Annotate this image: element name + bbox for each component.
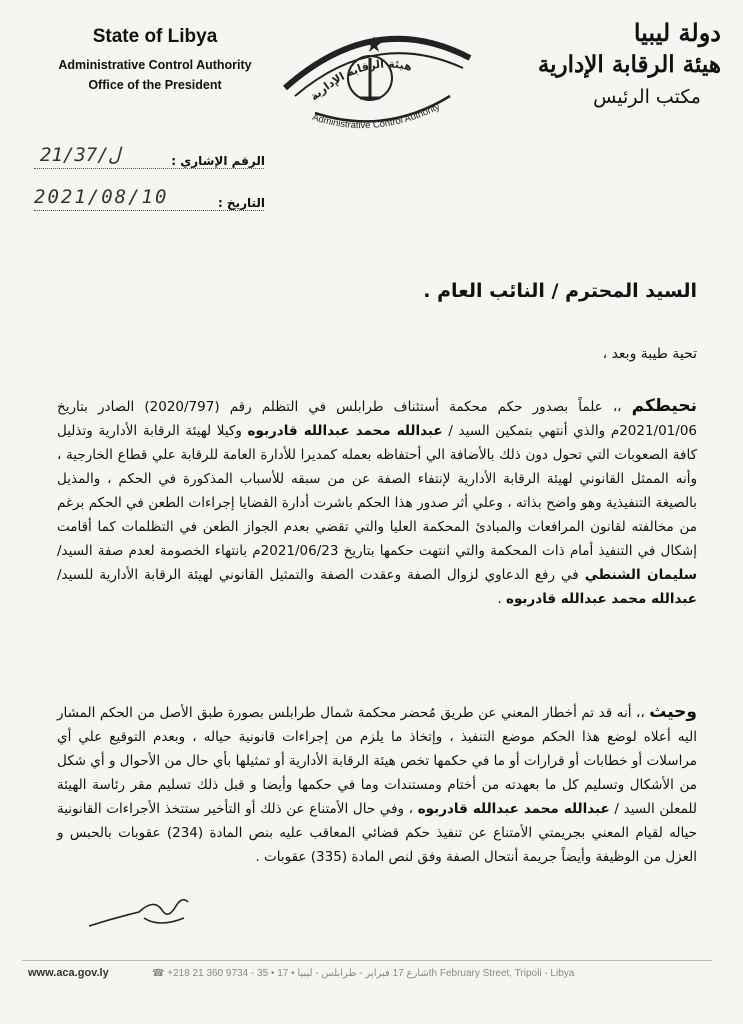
ref-number-handwritten: 21/ل/37 bbox=[40, 144, 121, 166]
header-state-ar: دولة ليبيا bbox=[633, 18, 721, 47]
paragraph-2-text-b: ، وفي حال الأمتناع عن ذلك أو التأخير ستتخذ الأجراءات القانونية حياله لقيام المعني بجريمتي الأمتناع عن تنفيذ حكم قضائي المعاقب عليه بنص المادة (234) عقوبات بالحبس و العزل من الوظيفة وأيضاً جريمة أنتحال الصفة وفق لنص المادة (335) عقوبات . bbox=[57, 801, 697, 865]
svg-text:Administrative Control Authori bbox=[311, 101, 442, 130]
paragraph-1-text-c: في رفع الدعاوي لزوال الصفة وعقدت الصفة والتمثيل القانوني لهيئة الرقابة الأدارية للسيد/ bbox=[57, 567, 585, 583]
date-handwritten: 2021/08/10 bbox=[34, 186, 169, 208]
paragraph-1 bbox=[57, 394, 697, 611]
ref-dotted-line bbox=[34, 168, 264, 169]
footer-address: ☎ +218 21 360 9734 - 35 • شارع 17 فبراير - طرابلس - ليبيا • 17th February Street, Tripoli - Libya bbox=[152, 968, 575, 979]
authority-logo bbox=[275, 18, 475, 130]
paragraph-2-lead: وحيث bbox=[649, 702, 697, 722]
paragraph-2-text-a: ،، أنه قد تم أخطار المعني عن طريق مُحضر محكمة شمال طرابلس بصورة طبق الأصل من الحكم المشار اليه أعلاه لوضع هذا الحكم موضع التنفيذ ، وإتخاذ ما يلزم من إجراءات قانونية حياله ، وبعدم التوقيع علي أي مراسلات أو خطابات أو قرارات أو ما في حكمها تخص هيئة الرقابة الأدارية أو تمثيلها بأي حال من الأحوال و أي شكل من الأشكال وتسليم كل ما بعهدته من أختام ومستندات وما في حكمها وأيضا و قبل ذلك تسليم مقر رئاسة الهيئة للمعلن السيد / bbox=[57, 705, 697, 817]
header-authority-en: Administrative Control Authority bbox=[58, 58, 252, 72]
paragraph-2-name-1: عبدالله محمد عبدالله قادربوه bbox=[417, 801, 610, 817]
svg-text:هيئة الرقابة الإدارية bbox=[308, 57, 414, 103]
paragraph-1-name-2: سليمان الشنطي bbox=[584, 567, 697, 583]
header-office-ar: مكتب الرئيس bbox=[593, 86, 701, 108]
footer-website: www.aca.gov.ly bbox=[28, 967, 109, 979]
paragraph-1-lead: نحيطكم bbox=[631, 396, 697, 416]
addressee: السيد المحترم / النائب العام . bbox=[423, 280, 697, 302]
paragraph-1-text-d: . bbox=[497, 591, 506, 607]
logo-text-en: Administrative Control Authority bbox=[310, 101, 442, 130]
paragraph-1-text-a: ،، علماً بصدور حكم محكمة أستئناف طرابلس في التظلم رقم (2020/797) الصادر بتاريخ 2021/01/06م والذي أنتهي بتمكين السيد / bbox=[57, 399, 697, 439]
header-english bbox=[30, 26, 280, 92]
signature bbox=[84, 888, 194, 938]
footer bbox=[22, 960, 712, 985]
logo-text-ar: هيئة الرقابة الإدارية bbox=[307, 57, 414, 104]
paragraph-2 bbox=[57, 700, 697, 869]
header-state-en: State of Libya bbox=[92, 26, 218, 47]
paragraph-1-name-1: عبدالله محمد عبدالله قادربوه bbox=[247, 423, 443, 439]
date-label: التاريخ : bbox=[217, 196, 265, 210]
header-authority-ar: هيئة الرقابة الإدارية bbox=[537, 51, 721, 78]
paragraph-1-text-b: وكيلا لهيئة الرقابة الأدارية وتذليل كافة الصعوبات التي تحول دون ذلك بالأضافة الي أحتفاظه بعمله كمديرا للأدارة العامة للرقابة علي قطاع الخارجية ، وأنه الممثل القانوني لهيئة الرقابة الأدارية لإنتفاء الصفة عن من سبقه للأسباب المذكورة في الحكم ، والمذيل بالصيغة التنفيذية وهو واضح بذاته ، وعلي أثر صدور هذا الحكم باشرت أدارة القضايا إجراءات الطعن في الحكم برغم من مخالفته لقانون المرافعات والمبادئ المحكمة العليا والتي تقضي بعدم الجواز الطعن في التظلمات كما أقامت إشكال في التنفيذ أمام ذات المحكمة والتي انتهت حكمها بتاريخ 2021/06/23م بانتهاء الخصومة لعدم صفة السيد/ bbox=[57, 423, 697, 559]
header-arabic bbox=[511, 18, 721, 112]
paragraph-1-name-3: عبدالله محمد عبدالله قادربوه bbox=[506, 591, 697, 607]
ref-label: الرقم الإشاري : bbox=[171, 154, 265, 168]
header-office-en: Office of the President bbox=[88, 78, 222, 92]
date-dotted-line bbox=[34, 210, 264, 211]
greeting: تحية طيبة وبعد ، bbox=[602, 346, 697, 362]
